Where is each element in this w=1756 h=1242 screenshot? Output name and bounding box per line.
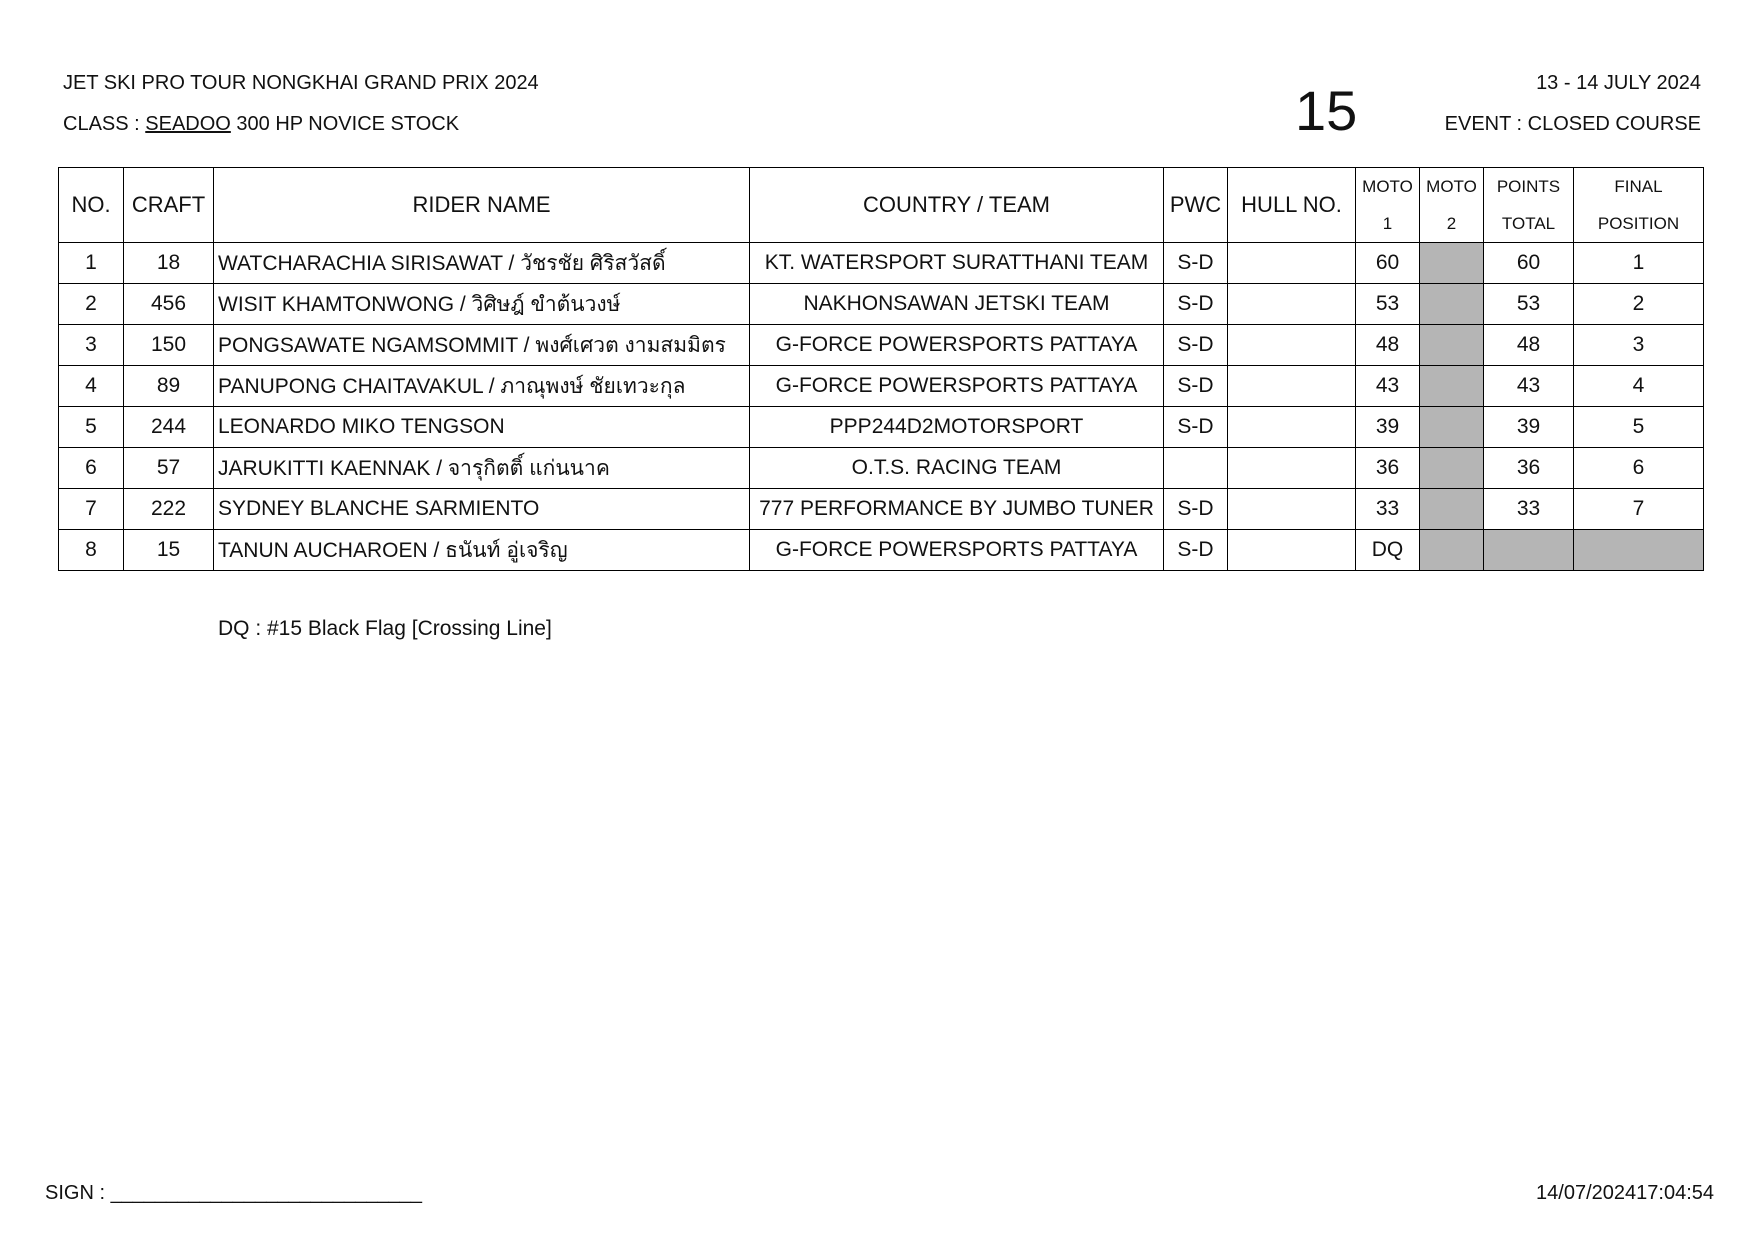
event-type: EVENT : CLOSED COURSE <box>1444 113 1701 135</box>
cell-final: 2 <box>1574 284 1704 325</box>
col-header-no: NO. <box>59 168 124 243</box>
cell-team: KT. WATERSPORT SURATTHANI TEAM <box>750 243 1164 284</box>
table-row <box>59 366 1704 407</box>
cell-no: 7 <box>59 489 124 530</box>
cell-craft: 244 <box>124 407 214 448</box>
cell-no: 2 <box>59 284 124 325</box>
col-header-moto1 <box>1356 168 1420 243</box>
cell-moto1: DQ <box>1356 530 1420 571</box>
cell-points: 39 <box>1484 407 1574 448</box>
col-header-rider: RIDER NAME <box>214 168 750 243</box>
cell-rider: WISIT KHAMTONWONG / วิศิษฎ์ ขำต้นวงษ์ <box>214 284 750 325</box>
race-number: 15 <box>1295 79 1358 142</box>
cell-team: G-FORCE POWERSPORTS PATTAYA <box>750 530 1164 571</box>
col-header-points <box>1484 168 1574 243</box>
table-header-row <box>59 168 1704 243</box>
cell-points: 36 <box>1484 448 1574 489</box>
table-row <box>59 530 1704 571</box>
class-rest: 300 HP NOVICE STOCK <box>230 113 460 135</box>
cell-craft: 89 <box>124 366 214 407</box>
cell-moto1: 43 <box>1356 366 1420 407</box>
cell-no: 8 <box>59 530 124 571</box>
col-header-team: COUNTRY / TEAM <box>750 168 1164 243</box>
col-header-moto1-a: MOTO <box>1362 177 1413 196</box>
cell-no: 4 <box>59 366 124 407</box>
dq-note: DQ : #15 Black Flag [Crossing Line] <box>218 617 552 640</box>
cell-moto1: 60 <box>1356 243 1420 284</box>
cell-pwc: S-D <box>1164 284 1228 325</box>
col-header-points-a: POINTS <box>1496 177 1561 196</box>
cell-moto2 <box>1420 530 1484 571</box>
cell-pwc: S-D <box>1164 407 1228 448</box>
cell-final: 1 <box>1574 243 1704 284</box>
col-header-moto2-b: 2 <box>1446 214 1457 233</box>
cell-moto2 <box>1420 448 1484 489</box>
cell-hull <box>1228 325 1356 366</box>
cell-rider: JARUKITTI KAENNAK / จารุกิตติ์ แก่นนาค <box>214 448 750 489</box>
cell-hull <box>1228 243 1356 284</box>
cell-rider: WATCHARACHIA SIRISAWAT / วัชรชัย ศิริสวัสดิ์ <box>214 243 750 284</box>
cell-moto2 <box>1420 284 1484 325</box>
cell-final <box>1574 530 1704 571</box>
cell-moto2 <box>1420 325 1484 366</box>
cell-no: 5 <box>59 407 124 448</box>
cell-pwc: S-D <box>1164 366 1228 407</box>
cell-no: 3 <box>59 325 124 366</box>
col-header-final-b: POSITION <box>1597 214 1680 233</box>
cell-hull <box>1228 407 1356 448</box>
col-header-hull: HULL NO. <box>1228 168 1356 243</box>
cell-rider: PANUPONG CHAITAVAKUL / ภาณุพงษ์ ชัยเทวะกุล <box>214 366 750 407</box>
cell-moto1: 33 <box>1356 489 1420 530</box>
event-title: JET SKI PRO TOUR NONGKHAI GRAND PRIX 2024 <box>63 72 539 94</box>
cell-hull <box>1228 530 1356 571</box>
cell-moto1: 48 <box>1356 325 1420 366</box>
cell-final: 4 <box>1574 366 1704 407</box>
cell-moto1: 53 <box>1356 284 1420 325</box>
class-brand: SEADOO <box>145 113 231 135</box>
col-header-moto1-b: 1 <box>1382 214 1393 233</box>
cell-final: 5 <box>1574 407 1704 448</box>
cell-moto2 <box>1420 366 1484 407</box>
cell-moto2 <box>1420 489 1484 530</box>
cell-points: 60 <box>1484 243 1574 284</box>
class-prefix: CLASS : <box>63 113 146 135</box>
cell-final: 6 <box>1574 448 1704 489</box>
cell-moto1: 36 <box>1356 448 1420 489</box>
cell-hull <box>1228 284 1356 325</box>
cell-moto2 <box>1420 243 1484 284</box>
cell-no: 1 <box>59 243 124 284</box>
cell-points <box>1484 530 1574 571</box>
cell-team: NAKHONSAWAN JETSKI TEAM <box>750 284 1164 325</box>
col-header-points-b: TOTAL <box>1501 214 1556 233</box>
table-row <box>59 325 1704 366</box>
cell-pwc: S-D <box>1164 325 1228 366</box>
cell-rider: SYDNEY BLANCHE SARMIENTO <box>214 489 750 530</box>
col-header-final <box>1574 168 1704 243</box>
cell-final: 7 <box>1574 489 1704 530</box>
cell-moto1: 39 <box>1356 407 1420 448</box>
table-row <box>59 489 1704 530</box>
table-row <box>59 284 1704 325</box>
cell-craft: 222 <box>124 489 214 530</box>
table-row <box>59 448 1704 489</box>
cell-hull <box>1228 448 1356 489</box>
cell-craft: 456 <box>124 284 214 325</box>
cell-rider: LEONARDO MIKO TENGSON <box>214 407 750 448</box>
table-row <box>59 243 1704 284</box>
cell-rider: TANUN AUCHAROEN / ธนันท์ อู่เจริญ <box>214 530 750 571</box>
cell-moto2 <box>1420 407 1484 448</box>
event-dates: 13 - 14 JULY 2024 <box>1536 72 1701 94</box>
cell-team: PPP244D2MOTORSPORT <box>750 407 1164 448</box>
cell-hull <box>1228 366 1356 407</box>
cell-team: O.T.S. RACING TEAM <box>750 448 1164 489</box>
cell-pwc: S-D <box>1164 489 1228 530</box>
cell-no: 6 <box>59 448 124 489</box>
col-header-final-a: FINAL <box>1614 177 1663 196</box>
results-table <box>58 167 1704 571</box>
cell-points: 43 <box>1484 366 1574 407</box>
cell-hull <box>1228 489 1356 530</box>
cell-rider: PONGSAWATE NGAMSOMMIT / พงศ์เศวต งามสมมิตร <box>214 325 750 366</box>
sign-line: SIGN : ____________________________ <box>45 1182 423 1204</box>
results-body <box>59 243 1704 571</box>
cell-points: 33 <box>1484 489 1574 530</box>
cell-team: 777 PERFORMANCE BY JUMBO TUNER <box>750 489 1164 530</box>
cell-craft: 57 <box>124 448 214 489</box>
cell-pwc: S-D <box>1164 530 1228 571</box>
cell-craft: 18 <box>124 243 214 284</box>
cell-craft: 150 <box>124 325 214 366</box>
cell-craft: 15 <box>124 530 214 571</box>
col-header-moto2-a: MOTO <box>1426 177 1477 196</box>
cell-team: G-FORCE POWERSPORTS PATTAYA <box>750 366 1164 407</box>
cell-team: G-FORCE POWERSPORTS PATTAYA <box>750 325 1164 366</box>
table-row <box>59 407 1704 448</box>
col-header-moto2 <box>1420 168 1484 243</box>
cell-points: 53 <box>1484 284 1574 325</box>
cell-pwc <box>1164 448 1228 489</box>
cell-points: 48 <box>1484 325 1574 366</box>
col-header-craft: CRAFT <box>124 168 214 243</box>
class-line <box>63 113 459 136</box>
cell-pwc: S-D <box>1164 243 1228 284</box>
print-timestamp: 14/07/202417:04:54 <box>1536 1182 1714 1204</box>
col-header-pwc: PWC <box>1164 168 1228 243</box>
cell-final: 3 <box>1574 325 1704 366</box>
